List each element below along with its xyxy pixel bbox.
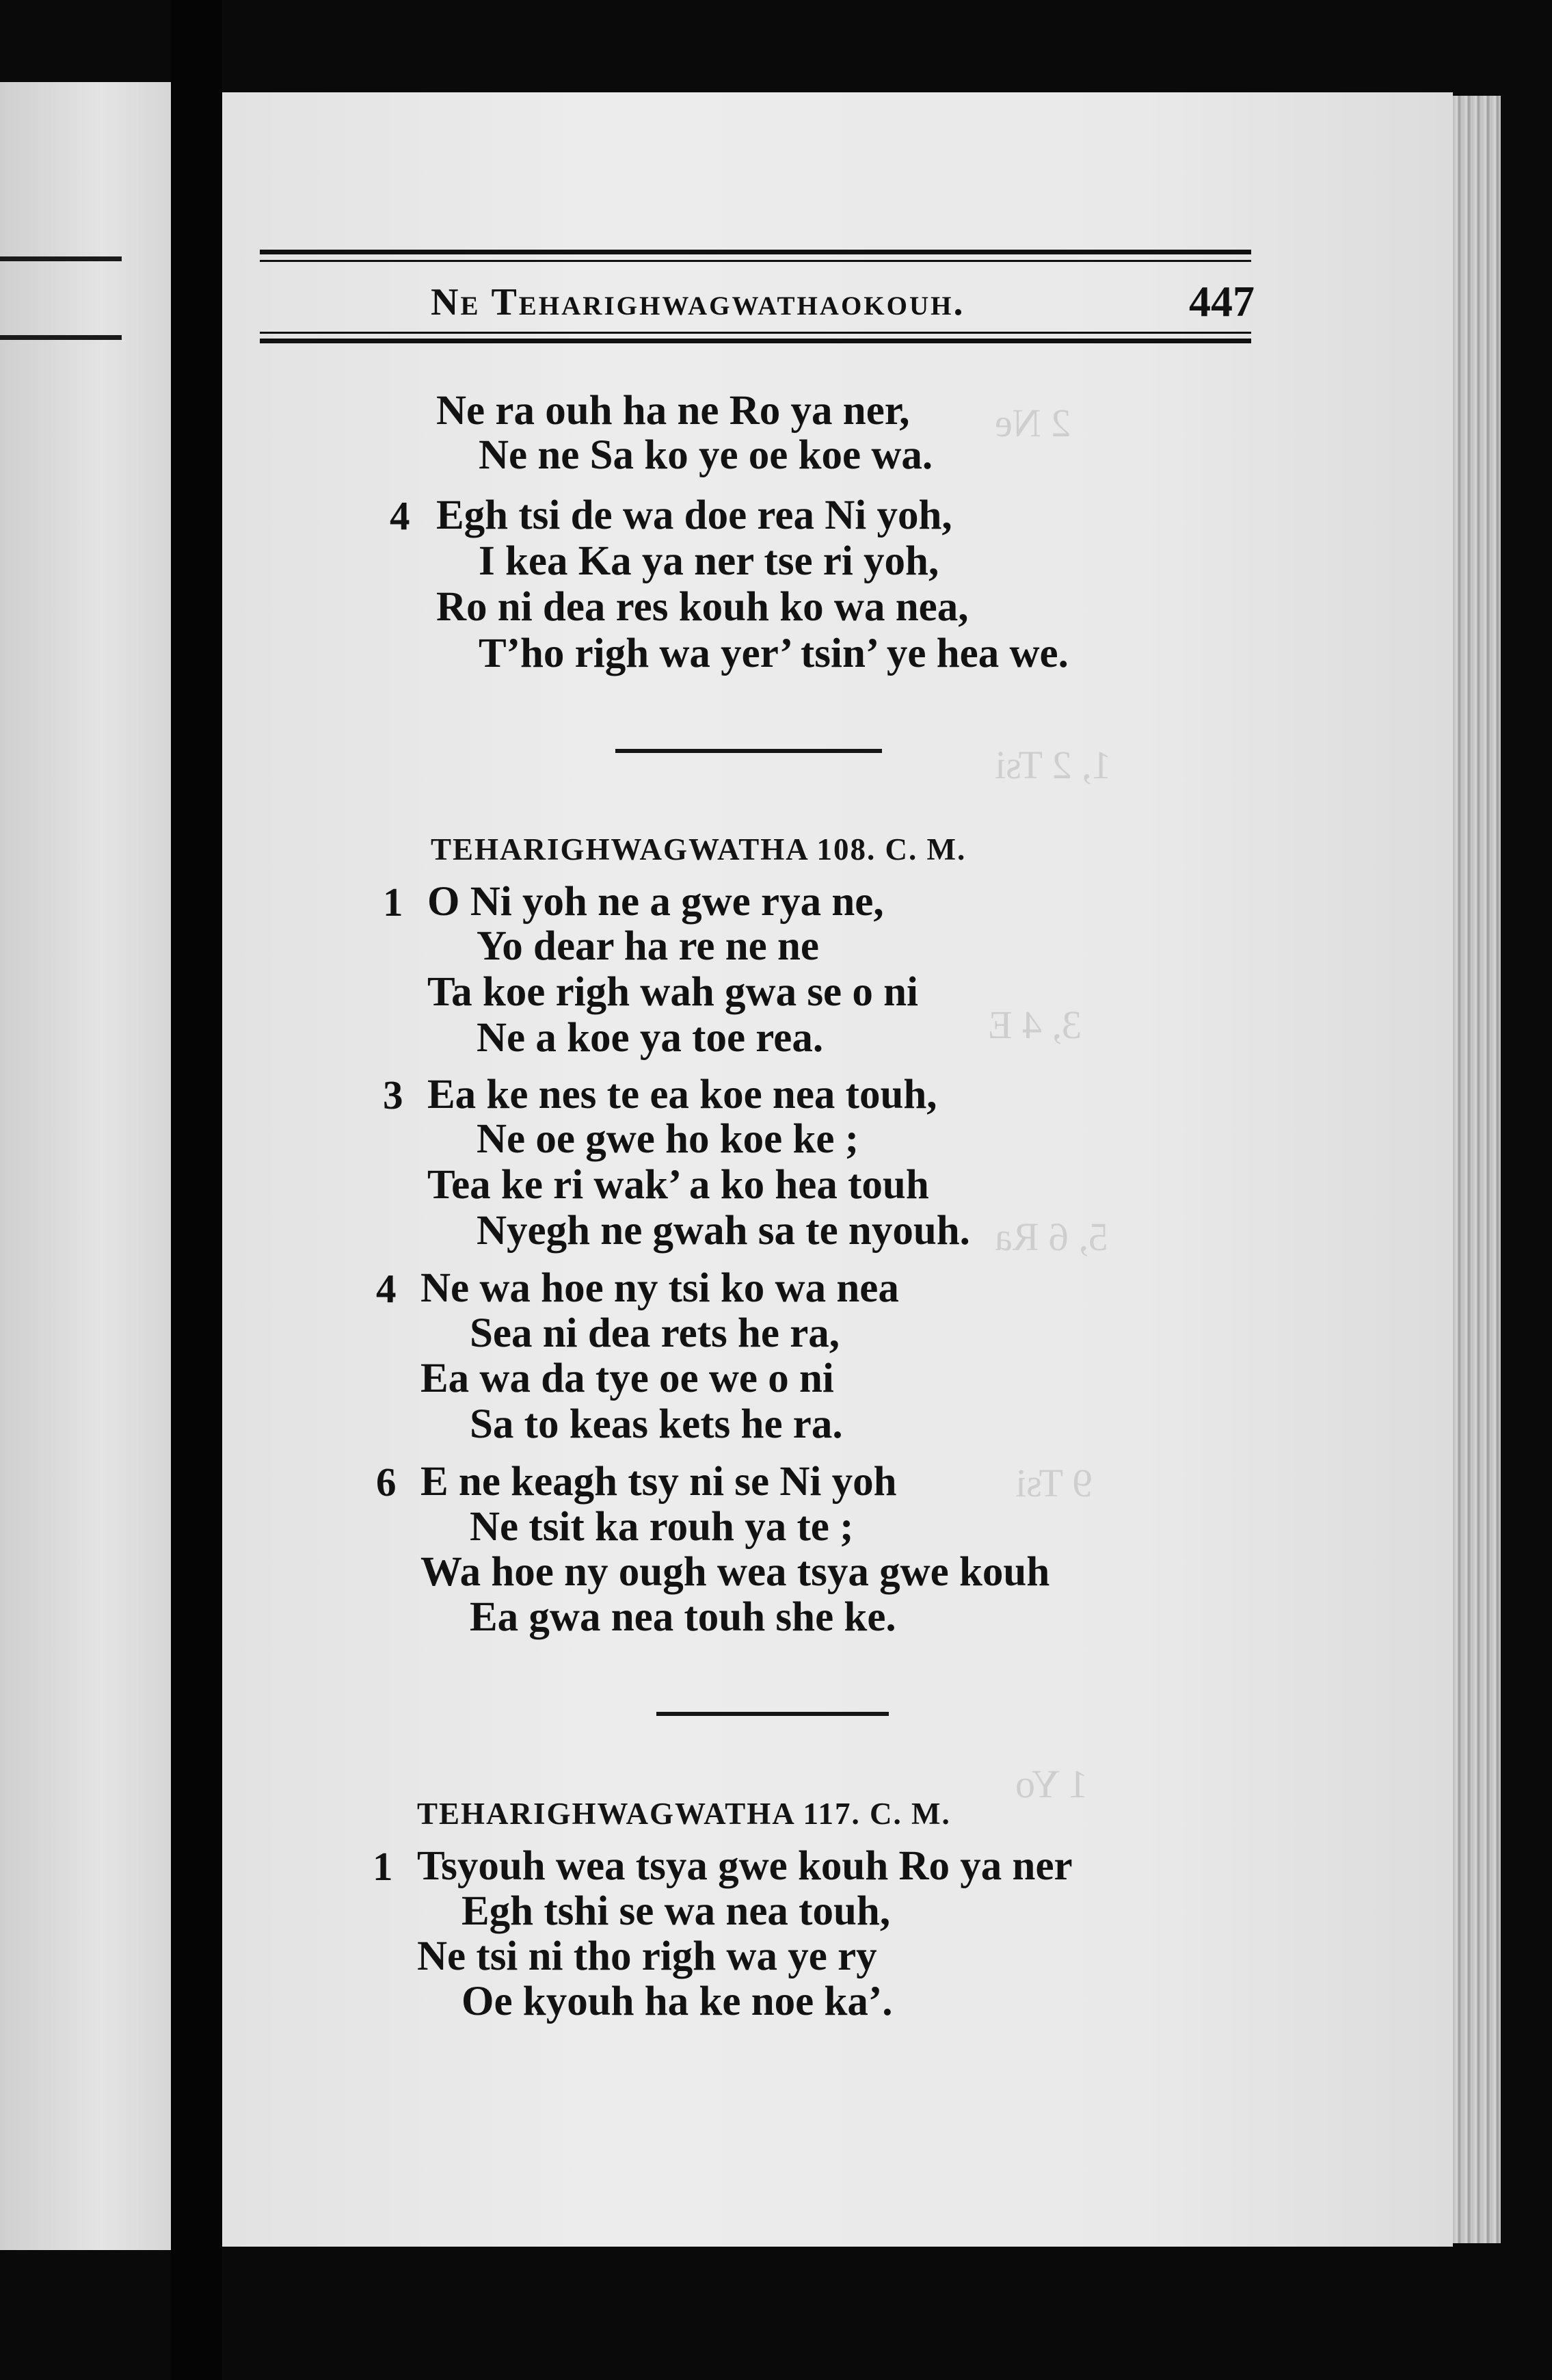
show-through-text: 9 Tsi [1015,1461,1093,1505]
verse-line: Tsyouh wea tsya gwe kouh Ro ya ner [417,1843,1073,1889]
verse-number: 4 [390,493,410,538]
verse-line: O Ni yoh ne a gwe rya ne, [427,879,884,925]
verse-line: Ro ni dea res kouh ko wa nea, [436,584,969,630]
facing-page-edge [0,82,171,2250]
verse-line: Sea ni dea rets he ra, [470,1310,840,1356]
page-stack-edge [1453,96,1501,2243]
verse-line: Egh tsi de wa doe rea Ni yoh, [436,492,952,538]
facing-page-rule [0,335,122,340]
book-gutter [171,0,222,2380]
hymn-heading: TEHARIGHWAGWATHA 108. C. M. [431,832,967,867]
verse-line: Ne a koe ya toe rea. [477,1015,824,1061]
show-through-text: 1, 2 Tsi [995,743,1112,787]
show-through-text: 5, 6 Ra [995,1215,1108,1259]
hymn-heading: TEHARIGHWAGWATHA 117. C. M. [417,1797,951,1831]
verse-line: Ne ra ouh ha ne Ro ya ner, [436,388,910,434]
running-head [222,274,1255,335]
verse-line: Yo dear ha re ne ne [477,923,819,969]
verse-line: I kea Ka ya ner tse ri yoh, [479,538,939,584]
section-divider [615,749,882,753]
verse-line: Ea gwa nea touh she ke. [470,1594,896,1640]
verse-line: Ne ne Sa ko ye oe koe wa. [479,432,933,478]
verse-line: Ea wa da tye oe we o ni [420,1356,834,1401]
verse-number: 6 [376,1459,397,1505]
show-through-text: 1 Yo [1015,1762,1088,1806]
verse-number: 3 [383,1072,403,1118]
page-number: 447 [1189,277,1255,326]
facing-page-rule [0,256,122,261]
show-through-text: 3, 4 E [988,1003,1082,1047]
verse-line: Egh tshi se wa nea touh, [461,1888,891,1934]
verse-line: Ea ke nes te ea koe nea touh, [427,1072,937,1118]
verse-line: Oe kyouh ha ke noe ka’. [461,1979,893,2024]
header-rule-top [260,250,1251,254]
show-through-text: 2 Ne [995,401,1071,445]
verse-line: Ne tsi ni tho righ wa ye ry [417,1933,877,1979]
verse-line: Ne wa hoe ny tsi ko wa nea [420,1265,899,1311]
verse-line: Ta koe righ wah gwa se o ni [427,969,919,1015]
verse-line: Sa to keas kets he ra. [470,1401,843,1447]
header-rule-bottom-thin [260,332,1251,334]
verse-line: T’ho righ wa yer’ tsin’ ye hea we. [479,631,1069,676]
verse-line: Wa hoe ny ough wea tsya gwe kouh [420,1549,1050,1595]
section-divider [656,1712,889,1716]
verse-line: Nyegh ne gwah sa te nyouh. [477,1208,970,1254]
verse-line: Ne tsit ka rouh ya te ; [470,1504,854,1550]
running-title: Ne Teharighwagwathaokouh. [431,281,965,323]
header-rule-top-thin [260,260,1251,262]
book-page [222,92,1453,2247]
verse-number: 4 [376,1266,397,1311]
verse-line: E ne keagh tsy ni se Ni yoh [420,1459,897,1505]
verse-number: 1 [383,880,403,925]
verse-line: Tea ke ri wak’ a ko hea touh [427,1162,929,1208]
verse-line: Ne oe gwe ho koe ke ; [477,1116,859,1162]
verse-number: 1 [373,1844,393,1889]
header-rule-bottom [260,339,1251,343]
